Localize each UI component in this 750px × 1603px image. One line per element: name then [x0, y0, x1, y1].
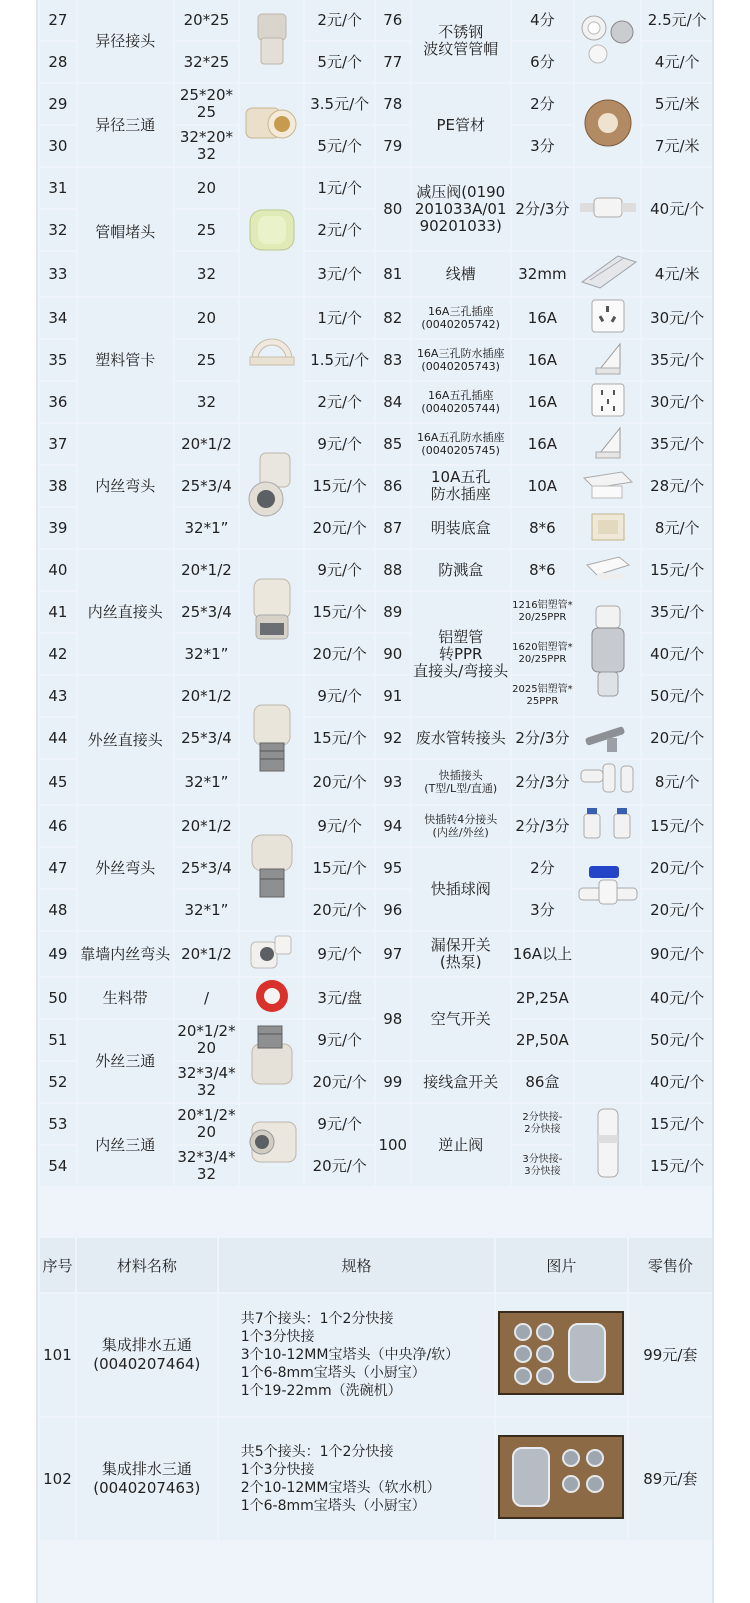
table-row — [40, 84, 712, 124]
item-image-2 — [575, 978, 640, 1018]
item-spec: 32*1” — [175, 890, 238, 930]
header-price: 零售价 — [629, 1238, 712, 1292]
item-price-2: 2.5元/个 — [642, 0, 712, 40]
pipe-cap-icon — [244, 202, 300, 262]
row-number-2: 92 — [376, 718, 410, 758]
item-spec-2: 2分/3分 — [512, 806, 573, 846]
item-name-2: 16A五孔防水插座 (0040205745) — [412, 424, 510, 464]
row-number: 50 — [40, 978, 76, 1018]
item-price: 1元/个 — [305, 298, 373, 338]
item-price-2: 28元/个 — [642, 466, 712, 506]
reducer-coupling-icon — [250, 10, 294, 72]
item-name-2: 不锈钢 波纹管管帽 — [412, 0, 510, 82]
item-name: 集成排水三通 (0040207463) — [77, 1418, 217, 1540]
item-spec-2: 2分/3分 — [512, 760, 573, 804]
item-price-2: 35元/个 — [642, 592, 712, 632]
table-row — [40, 978, 712, 1018]
item-spec-2: 2分/3分 — [512, 718, 573, 758]
item-spec-2: 2P,25A — [512, 978, 573, 1018]
item-spec-2: 8*6 — [512, 550, 573, 590]
price-table-drain-kits — [38, 1236, 714, 1542]
surface-box-icon — [588, 508, 628, 548]
row-number: 48 — [40, 890, 76, 930]
item-price: 20元/个 — [305, 1062, 373, 1102]
row-number-2: 82 — [376, 298, 410, 338]
item-image-2 — [575, 848, 640, 930]
item-price: 99元/套 — [629, 1294, 712, 1416]
item-name: 内丝弯头 — [78, 424, 173, 548]
row-number: 33 — [40, 252, 76, 296]
item-name-2: 明装底盒 — [412, 508, 510, 548]
item-image-2 — [575, 592, 640, 716]
quick-adapter-icon — [578, 806, 638, 846]
item-name: 管帽堵头 — [78, 168, 173, 296]
item-price: 20元/个 — [305, 760, 373, 804]
item-image-2 — [575, 424, 640, 464]
item-price-2: 7元/米 — [642, 126, 712, 166]
header-spec: 规格 — [219, 1238, 494, 1292]
row-number-2: 86 — [376, 466, 410, 506]
item-name-2: 漏保开关 (热泵) — [412, 932, 510, 976]
item-image — [240, 84, 303, 166]
header-no: 序号 — [40, 1238, 75, 1292]
female-elbow-icon — [242, 449, 302, 523]
row-number: 49 — [40, 932, 76, 976]
item-name-2: 空气开关 — [412, 978, 510, 1060]
item-name-2: PE管材 — [412, 84, 510, 166]
item-image-2 — [575, 760, 640, 804]
item-spec: 25*3/4 — [175, 466, 238, 506]
item-price-2: 35元/个 — [642, 340, 712, 380]
drain-adapter-icon — [581, 718, 635, 758]
reducer-tee-icon — [242, 98, 302, 152]
row-number: 40 — [40, 550, 76, 590]
row-number-2: 98 — [376, 978, 410, 1060]
item-price-2: 30元/个 — [642, 298, 712, 338]
row-number-2: 100 — [376, 1104, 410, 1186]
item-name-2: 16A五孔插座 (0040205744) — [412, 382, 510, 422]
item-spec-2: 2分 — [512, 848, 573, 888]
item-name-2: 逆止阀 — [412, 1104, 510, 1186]
cable-trunking-icon — [578, 252, 638, 296]
item-spec: 20 — [175, 168, 238, 208]
pipe-clip-icon — [242, 329, 302, 391]
item-price: 3元/个 — [305, 252, 373, 296]
item-spec-2: 4分 — [512, 0, 573, 40]
item-image-2 — [575, 932, 640, 976]
item-spec: 32 — [175, 382, 238, 422]
item-price: 2元/个 — [305, 382, 373, 422]
item-price: 15元/个 — [305, 848, 373, 888]
item-spec-2: 16A — [512, 298, 573, 338]
item-image — [240, 550, 303, 674]
item-price-2: 40元/个 — [642, 1062, 712, 1102]
row-number: 54 — [40, 1146, 76, 1186]
check-valve-icon — [590, 1105, 626, 1185]
item-image-2 — [575, 718, 640, 758]
item-price: 1元/个 — [305, 168, 373, 208]
row-number-2: 96 — [376, 890, 410, 930]
item-price: 3.5元/个 — [305, 84, 373, 124]
item-image — [240, 806, 303, 930]
row-number-2: 83 — [376, 340, 410, 380]
table-row — [40, 1418, 712, 1540]
item-price: 9元/个 — [305, 676, 373, 716]
item-image — [240, 298, 303, 422]
item-spec: 20*1/2 — [175, 932, 238, 976]
waterproof-socket-icon — [590, 340, 626, 380]
item-spec: 32*1” — [175, 760, 238, 804]
item-price: 9元/个 — [305, 806, 373, 846]
item-spec: 共5个接头：1个2分快接 1个3分快接 2个10-12MM宝塔头（软水机） 1个6-8mm宝塔头（小厨宝） — [219, 1418, 494, 1540]
item-price-2: 35元/个 — [642, 424, 712, 464]
item-image — [240, 676, 303, 804]
item-price-2: 40元/个 — [642, 978, 712, 1018]
row-number-2: 95 — [376, 848, 410, 888]
row-number-2: 97 — [376, 932, 410, 976]
item-name-2: 线槽 — [412, 252, 510, 296]
item-price-2: 40元/个 — [642, 634, 712, 674]
item-name-2: 接线盒开关 — [412, 1062, 510, 1102]
item-spec: 32*1” — [175, 508, 238, 548]
item-price-2: 20元/个 — [642, 718, 712, 758]
item-spec: 20*1/2* 20 — [175, 1104, 238, 1144]
item-name: 外丝三通 — [78, 1020, 173, 1102]
item-spec-2: 2P,50A — [512, 1020, 573, 1060]
row-number: 42 — [40, 634, 76, 674]
quick-fitting-icon — [577, 760, 639, 804]
item-spec-2: 16A — [512, 340, 573, 380]
table-row — [40, 298, 712, 338]
item-spec: 25*3/4 — [175, 718, 238, 758]
item-spec-2: 1620铝塑管* 20/25PPR — [512, 634, 573, 674]
item-price-2: 15元/个 — [642, 1146, 712, 1186]
splash-socket-icon — [582, 468, 634, 504]
item-name-2: 10A五孔 防水插座 — [412, 466, 510, 506]
row-number: 30 — [40, 126, 76, 166]
item-name: 内丝三通 — [78, 1104, 173, 1186]
item-image — [240, 424, 303, 548]
table-row — [40, 424, 712, 464]
item-price-2: 40元/个 — [642, 168, 712, 250]
item-price-2: 30元/个 — [642, 382, 712, 422]
item-price: 5元/个 — [305, 126, 373, 166]
table-row — [40, 1104, 712, 1144]
item-price: 15元/个 — [305, 466, 373, 506]
item-name: 外丝弯头 — [78, 806, 173, 930]
item-price-2: 5元/米 — [642, 84, 712, 124]
item-name: 集成排水五通 (0040207464) — [77, 1294, 217, 1416]
item-spec-2: 16A — [512, 382, 573, 422]
item-price: 2元/个 — [305, 0, 373, 40]
item-price: 9元/个 — [305, 550, 373, 590]
wall-elbow-icon — [247, 932, 297, 976]
socket-5pin-icon — [590, 382, 626, 422]
item-spec: 25*20* 25 — [175, 84, 238, 124]
item-name: 靠墙内丝弯头 — [78, 932, 173, 976]
item-spec-2: 6分 — [512, 42, 573, 82]
item-price-2: 4元/米 — [642, 252, 712, 296]
item-image-2 — [575, 168, 640, 250]
row-number: 43 — [40, 676, 76, 716]
item-image-2 — [575, 466, 640, 506]
item-image — [240, 978, 303, 1018]
item-name: 生料带 — [78, 978, 173, 1018]
item-price: 9元/个 — [305, 1020, 373, 1060]
item-price: 15元/个 — [305, 718, 373, 758]
row-number: 37 — [40, 424, 76, 464]
table-row — [40, 806, 712, 846]
row-number-2: 94 — [376, 806, 410, 846]
pipe-cap-nut-icon — [578, 10, 638, 72]
splash-box-icon — [583, 553, 633, 587]
row-number-2: 93 — [376, 760, 410, 804]
item-image-2 — [575, 550, 640, 590]
table-row — [40, 1294, 712, 1416]
item-price-2: 15元/个 — [642, 806, 712, 846]
table-row — [40, 550, 712, 590]
item-price-2: 8元/个 — [642, 508, 712, 548]
row-number: 38 — [40, 466, 76, 506]
waterproof-socket-icon — [590, 424, 626, 464]
row-number: 34 — [40, 298, 76, 338]
male-coupling-icon — [242, 701, 302, 779]
table-row — [40, 168, 712, 208]
item-image — [240, 0, 303, 82]
row-number-2: 84 — [376, 382, 410, 422]
item-image-2 — [575, 298, 640, 338]
socket-3pin-icon — [590, 298, 626, 338]
item-image-2 — [575, 340, 640, 380]
item-spec: 32*1” — [175, 634, 238, 674]
item-spec: 20*1/2 — [175, 806, 238, 846]
male-elbow-icon — [242, 829, 302, 907]
item-spec: 32*3/4* 32 — [175, 1146, 238, 1186]
row-number-2: 79 — [376, 126, 410, 166]
item-price-2: 50元/个 — [642, 676, 712, 716]
item-spec: 25*3/4 — [175, 592, 238, 632]
item-name-2: 快插转4分接头 (内丝/外丝) — [412, 806, 510, 846]
item-name: 外丝直接头 — [78, 676, 173, 804]
item-spec: 共7个接头：1个2分快接 1个3分快接 3个10-12MM宝塔头（中央净/软） 1个6-8mm宝塔头（小厨宝） 1个19-22mm（洗碗机） — [219, 1294, 494, 1416]
row-number-2: 85 — [376, 424, 410, 464]
item-spec-2: 2分快接- 2分快接 — [512, 1104, 573, 1144]
row-number: 46 — [40, 806, 76, 846]
item-name-2: 铝塑管 转PPR 直接头/弯接头 — [412, 592, 510, 716]
row-number: 32 — [40, 210, 76, 250]
item-price: 2元/个 — [305, 210, 373, 250]
item-price: 20元/个 — [305, 890, 373, 930]
item-no: 101 — [40, 1294, 75, 1416]
pressure-valve-icon — [578, 192, 638, 226]
pex-ppr-adapter-icon — [580, 602, 636, 706]
item-spec-2: 3分 — [512, 890, 573, 930]
item-price-2: 4元/个 — [642, 42, 712, 82]
item-name: 塑料管卡 — [78, 298, 173, 422]
row-number: 47 — [40, 848, 76, 888]
item-spec: 32*3/4* 32 — [175, 1062, 238, 1102]
table-row — [40, 932, 712, 976]
female-coupling-icon — [242, 575, 302, 649]
item-name: 内丝直接头 — [78, 550, 173, 674]
item-spec-2: 16A以上 — [512, 932, 573, 976]
item-spec: 20*1/2 — [175, 424, 238, 464]
item-name-2: 16A三孔插座 (0040205742) — [412, 298, 510, 338]
item-spec: 32*20* 32 — [175, 126, 238, 166]
item-spec-2: 8*6 — [512, 508, 573, 548]
item-name-2: 16A三孔防水插座 (0040205743) — [412, 340, 510, 380]
item-price-2: 20元/个 — [642, 890, 712, 930]
ptfe-tape-icon — [252, 978, 292, 1018]
item-spec: 25 — [175, 340, 238, 380]
item-spec: 20*1/2* 20 — [175, 1020, 238, 1060]
row-number-2: 87 — [376, 508, 410, 548]
item-image — [240, 1104, 303, 1186]
row-number-2: 89 — [376, 592, 410, 632]
row-number: 31 — [40, 168, 76, 208]
row-number: 52 — [40, 1062, 76, 1102]
price-table-fittings — [38, 0, 714, 1188]
item-price: 15元/个 — [305, 592, 373, 632]
item-spec-2: 1216铝塑管* 20/25PPR — [512, 592, 573, 632]
row-number: 44 — [40, 718, 76, 758]
item-price: 9元/个 — [305, 424, 373, 464]
item-image-2 — [575, 806, 640, 846]
item-image — [496, 1418, 627, 1540]
row-number: 36 — [40, 382, 76, 422]
item-name: 异径接头 — [78, 0, 173, 82]
item-spec: 20*25 — [175, 0, 238, 40]
item-name: 异径三通 — [78, 84, 173, 166]
row-number: 45 — [40, 760, 76, 804]
item-spec-2: 16A — [512, 424, 573, 464]
row-number: 29 — [40, 84, 76, 124]
header-image: 图片 — [496, 1238, 627, 1292]
item-price-2: 90元/个 — [642, 932, 712, 976]
item-image — [496, 1294, 627, 1416]
item-spec: 20*1/2 — [175, 550, 238, 590]
drain-manifold-5-photo — [498, 1311, 624, 1395]
item-spec: 32*25 — [175, 42, 238, 82]
item-image-2 — [575, 1020, 640, 1060]
item-image — [240, 1020, 303, 1102]
row-number-2: 80 — [376, 168, 410, 250]
row-number-2: 90 — [376, 634, 410, 674]
item-price-2: 15元/个 — [642, 1104, 712, 1144]
row-number-2: 88 — [376, 550, 410, 590]
item-spec: 20*1/2 — [175, 676, 238, 716]
ball-valve-icon — [577, 862, 639, 916]
item-price: 1.5元/个 — [305, 340, 373, 380]
row-number-2: 76 — [376, 0, 410, 40]
item-spec-2: 10A — [512, 466, 573, 506]
item-image-2 — [575, 382, 640, 422]
item-price: 20元/个 — [305, 634, 373, 674]
item-spec: 20 — [175, 298, 238, 338]
item-image-2 — [575, 0, 640, 82]
row-number-2: 99 — [376, 1062, 410, 1102]
item-spec-2: 3分快接- 3分快接 — [512, 1146, 573, 1186]
item-spec: 32 — [175, 252, 238, 296]
item-name-2: 废水管转接头 — [412, 718, 510, 758]
item-name-2: 快插球阀 — [412, 848, 510, 930]
row-number: 35 — [40, 340, 76, 380]
table-row — [40, 0, 712, 40]
row-number: 28 — [40, 42, 76, 82]
item-price: 20元/个 — [305, 1146, 373, 1186]
item-image-2 — [575, 1062, 640, 1102]
row-number: 51 — [40, 1020, 76, 1060]
item-image-2 — [575, 508, 640, 548]
item-spec-2: 3分 — [512, 126, 573, 166]
item-spec: 25*3/4 — [175, 848, 238, 888]
item-spec: 25 — [175, 210, 238, 250]
header-name: 材料名称 — [77, 1238, 217, 1292]
item-price: 9元/个 — [305, 1104, 373, 1144]
item-price-2: 15元/个 — [642, 550, 712, 590]
item-name-2: 减压阀(0190 201033A/01 90201033) — [412, 168, 510, 250]
item-spec-2: 32mm — [512, 252, 573, 296]
item-spec-2: 2025铝塑管* 25PPR — [512, 676, 573, 716]
row-number: 41 — [40, 592, 76, 632]
item-price: 3元/盘 — [305, 978, 373, 1018]
row-number: 27 — [40, 0, 76, 40]
item-price: 20元/个 — [305, 508, 373, 548]
item-price: 89元/套 — [629, 1418, 712, 1540]
female-tee-icon — [242, 1112, 302, 1178]
item-price-2: 8元/个 — [642, 760, 712, 804]
row-number-2: 91 — [376, 676, 410, 716]
item-image — [240, 932, 303, 976]
item-image-2 — [575, 252, 640, 296]
row-number-2: 77 — [376, 42, 410, 82]
row-number-2: 78 — [376, 84, 410, 124]
row-number-2: 81 — [376, 252, 410, 296]
item-spec-2: 2分 — [512, 84, 573, 124]
item-spec: / — [175, 978, 238, 1018]
drain-manifold-3-photo — [498, 1435, 624, 1519]
row-number: 39 — [40, 508, 76, 548]
male-tee-icon — [242, 1024, 302, 1098]
item-price-2: 20元/个 — [642, 848, 712, 888]
item-no: 102 — [40, 1418, 75, 1540]
item-price: 5元/个 — [305, 42, 373, 82]
pe-pipe-coil-icon — [582, 97, 634, 153]
table-header-row — [40, 1238, 712, 1292]
item-image-2 — [575, 84, 640, 166]
item-name-2: 快插接头 (T型/L型/直通) — [412, 760, 510, 804]
item-image-2 — [575, 1104, 640, 1186]
item-spec-2: 2分/3分 — [512, 168, 573, 250]
row-number: 53 — [40, 1104, 76, 1144]
item-image — [240, 168, 303, 296]
item-price: 9元/个 — [305, 932, 373, 976]
item-name-2: 防溅盒 — [412, 550, 510, 590]
item-spec-2: 86盒 — [512, 1062, 573, 1102]
item-price-2: 50元/个 — [642, 1020, 712, 1060]
